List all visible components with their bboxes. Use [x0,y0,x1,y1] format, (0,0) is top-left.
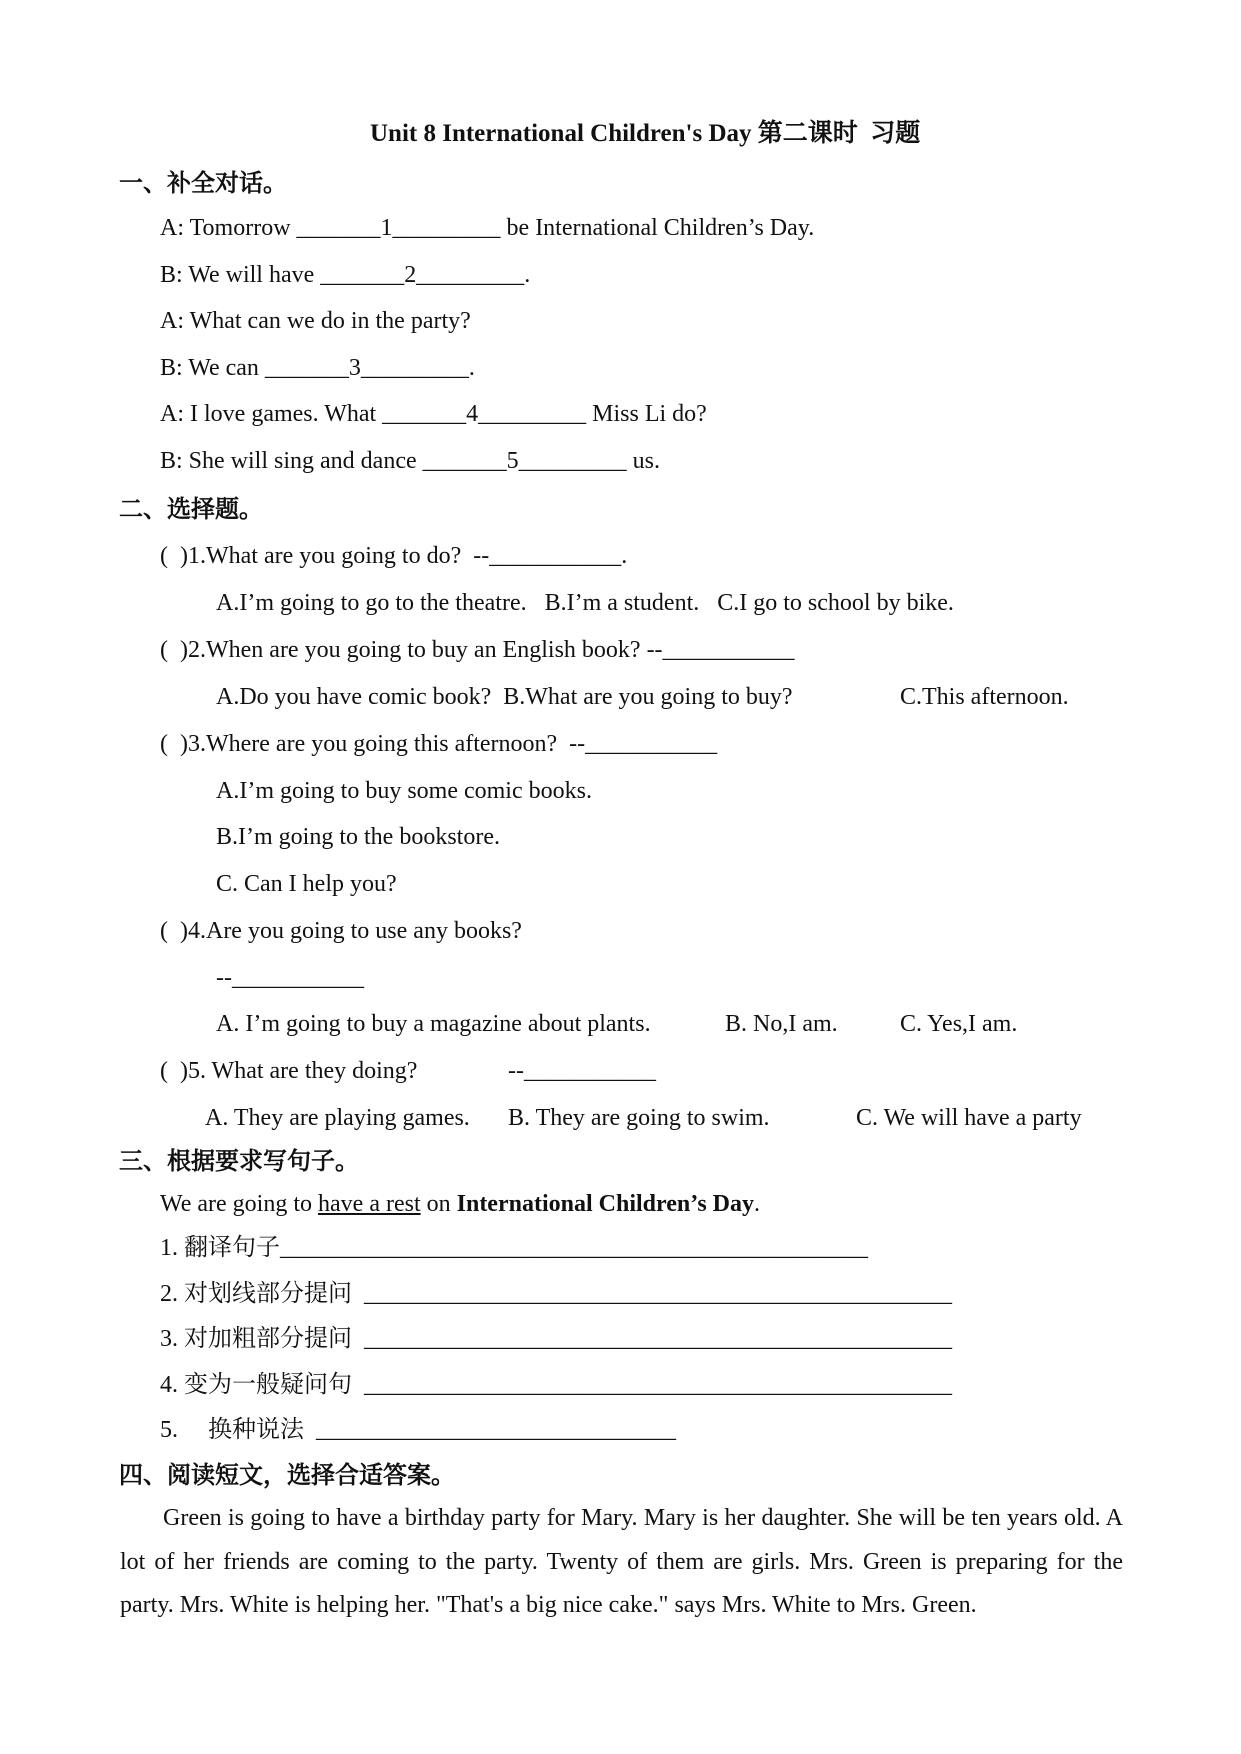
page-title: Unit 8 International Children's Day 第二课时 习题 [370,120,921,147]
task-translate: 1. 翻译句子_________________________________________________ [160,1235,868,1261]
dialogue-line-1: A: Tomorrow _______1_________ be International Children’s Day. [160,215,815,241]
question-4-option-c: C. Yes,I am. [900,1011,1018,1037]
dialogue-line-4: B: We can _______3_________. [160,355,475,381]
model-sentence-start: We are going to [160,1191,319,1217]
question-2-options-ab: A.Do you have comic book? B.What are you going to buy? [216,684,793,710]
question-5-stem: ( )5. What are they doing? [160,1058,418,1084]
question-4-option-b: B. No,I am. [725,1011,838,1037]
question-5-answer-blank: --___________ [508,1058,656,1084]
task-ask-underlined: 2. 对划线部分提问 _________________________________________________ [160,1281,952,1307]
task-paraphrase: 5. 换种说法 ______________________________ [160,1417,676,1443]
question-5-option-b: B. They are going to swim. [508,1105,770,1131]
dialogue-line-3: A: What can we do in the party? [160,308,471,334]
task-general-question: 4. 变为一般疑问句 _________________________________________________ [160,1372,952,1398]
question-3-option-c: C. Can I help you? [216,871,397,897]
question-3-option-b: B.I’m going to the bookstore. [216,824,500,850]
bold-phrase: International Children’s Day [456,1191,754,1217]
question-5-option-a: A. They are playing games. [205,1105,470,1131]
question-4-stem: ( )4.Are you going to use any books? [160,918,522,944]
question-5-option-c: C. We will have a party [856,1105,1082,1131]
underlined-phrase: have a rest [318,1191,421,1217]
section1-heading: 一、补全对话。 [119,171,287,197]
model-sentence-middle: on [420,1191,457,1217]
section3-heading: 三、根据要求写句子。 [119,1149,359,1175]
question-1-stem: ( )1.What are you going to do? --___________. [160,543,628,569]
dialogue-line-2: B: We will have _______2_________. [160,262,531,288]
section2-heading: 二、选择题。 [119,497,263,523]
question-3-option-a: A.I’m going to buy some comic books. [216,778,592,804]
dialogue-line-5: A: I love games. What _______4_________ Miss Li do? [160,401,707,427]
task-ask-bold: 3. 对加粗部分提问 _________________________________________________ [160,1326,952,1352]
question-4-answer-blank: --___________ [216,965,364,991]
question-2-stem: ( )2.When are you going to buy an English book? --___________ [160,637,795,663]
question-2-option-c: C.This afternoon. [900,684,1069,710]
reading-passage: Green is going to have a birthday party for Mary. Mary is her daughter. She will be ten years old. A lot of her friends are coming to the party. Twenty of them are girls. Mrs. Green is preparing for the party. Mrs. White is helping her. "That's a big nice cake." says Mrs. White to Mrs. Green. [120,1505,1123,1618]
dialogue-line-6: B: She will sing and dance _______5_________ us. [160,448,660,474]
model-sentence-end: . [754,1191,760,1217]
section4-heading: 四、阅读短文，选择合适答案。 [119,1463,455,1489]
question-4-option-a: A. I’m going to buy a magazine about plants. [216,1011,651,1037]
question-3-stem: ( )3.Where are you going this afternoon? --___________ [160,731,718,757]
question-1-options: A.I’m going to go to the theatre. B.I’m a student. C.I go to school by bike. [216,590,954,616]
model-sentence [160,1189,760,1219]
